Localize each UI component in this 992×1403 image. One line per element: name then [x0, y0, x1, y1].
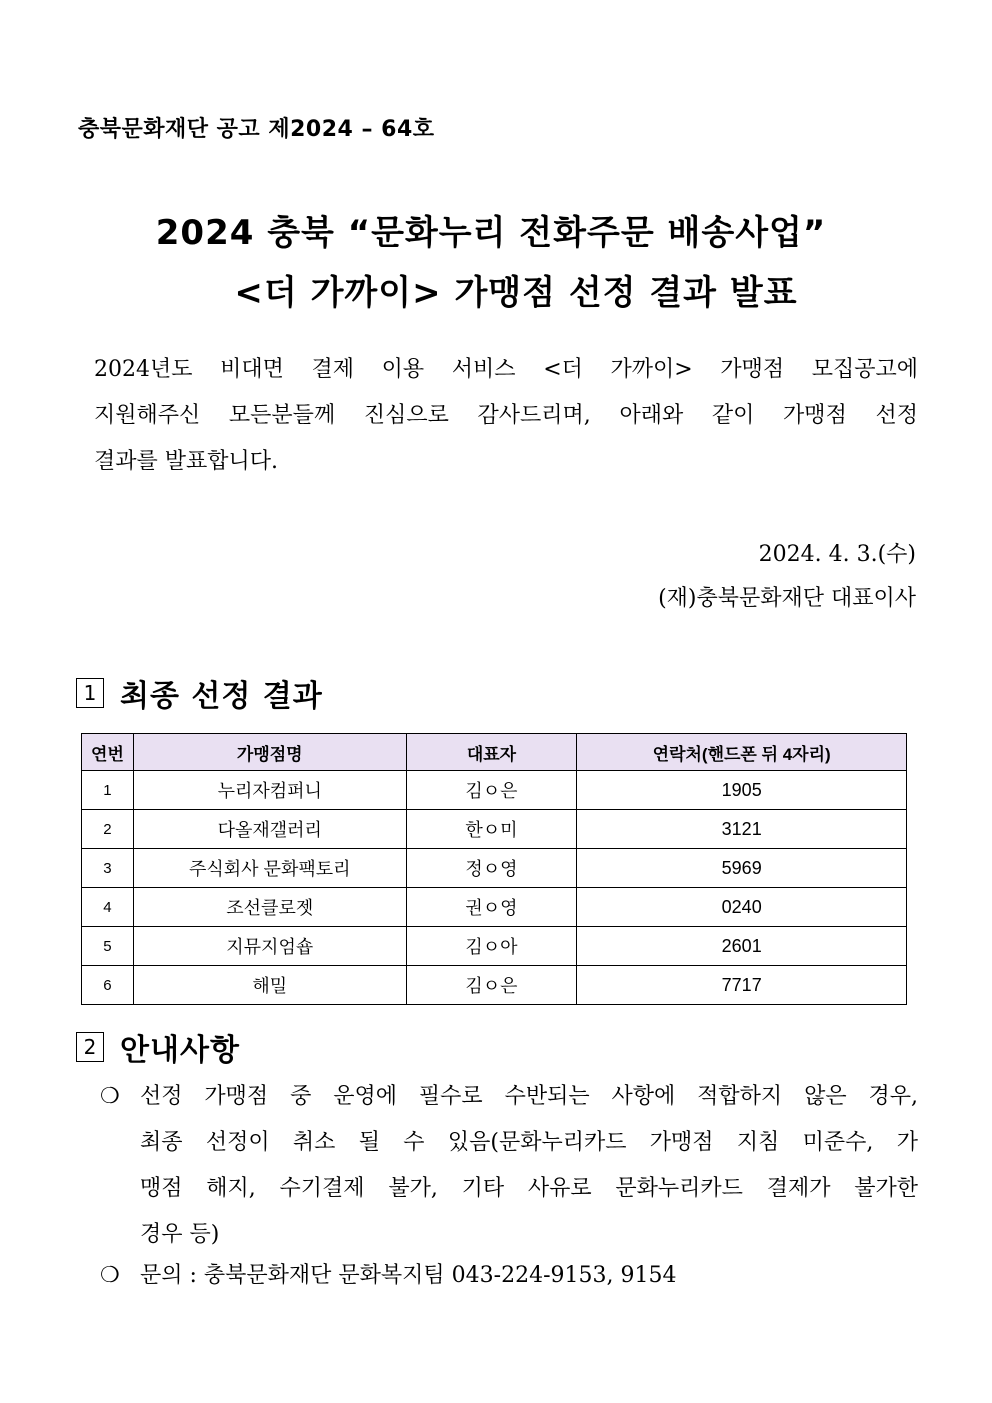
- header-contact: 연락처(핸드폰 뒤 4자리): [577, 734, 907, 771]
- guide-item-line: 최종 선정이 취소 될 수 있음(문화누리카드 가맹점 지침 미준수, 가: [140, 1130, 918, 1155]
- cell-store-name: 지뮤지엄숍: [133, 927, 406, 966]
- title-line-2: <더 가까이> 가맹점 선정 결과 발표: [234, 273, 798, 313]
- cell-no: 3: [82, 849, 134, 888]
- guide-item-line: 맹점 해지, 수기결제 불가, 기타 사유로 문화누리카드 결제가 불가한: [140, 1176, 918, 1201]
- cell-representative: 김ㅇ아: [406, 927, 577, 966]
- cell-representative: 정ㅇ영: [406, 849, 577, 888]
- table-row: [82, 849, 907, 888]
- cell-no: 1: [82, 771, 134, 810]
- guide-item-cancellation: [100, 1074, 918, 1258]
- cell-store-name: 해밀: [133, 966, 406, 1005]
- section-title: 안내사항: [120, 1033, 240, 1068]
- bullet-circle-icon: ❍: [100, 1263, 120, 1288]
- intro-line-1: 2024년도 비대면 결제 이용 서비스 <더 가까이> 가맹점 모집공고에: [94, 357, 918, 382]
- cell-representative: 권ㅇ영: [406, 888, 577, 927]
- section-number-box: 1: [76, 678, 104, 708]
- cell-contact: 1905: [577, 771, 907, 810]
- header-no: 연번: [82, 734, 134, 771]
- header-store-name: 가맹점명: [133, 734, 406, 771]
- cell-no: 5: [82, 927, 134, 966]
- cell-store-name: 다올재갤러리: [133, 810, 406, 849]
- section-number-box: 2: [76, 1032, 104, 1062]
- cell-store-name: 조선클로젯: [133, 888, 406, 927]
- cell-store-name: 누리자컴퍼니: [133, 771, 406, 810]
- cell-no: 2: [82, 810, 134, 849]
- guide-item-line: 경우 등): [140, 1222, 220, 1247]
- section-title: 최종 선정 결과: [120, 679, 323, 714]
- contact-info: 문의 : 충북문화재단 문화복지팀 043-224-9153, 9154: [140, 1263, 677, 1288]
- cell-representative: 김ㅇ은: [406, 771, 577, 810]
- cell-representative: 한ㅇ미: [406, 810, 577, 849]
- section-guide-heading: [76, 1025, 240, 1069]
- bullet-circle-icon: ❍: [100, 1084, 120, 1109]
- announcement-date: 2024. 4. 3.(수): [758, 542, 916, 567]
- table-header-row: [82, 734, 907, 771]
- guide-item-line: 선정 가맹점 중 운영에 필수로 수반되는 사항에 적합하지 않은 경우,: [140, 1084, 918, 1109]
- table-row: [82, 927, 907, 966]
- cell-representative: 김ㅇ은: [406, 966, 577, 1005]
- table-row: [82, 888, 907, 927]
- cell-no: 4: [82, 888, 134, 927]
- cell-contact: 5969: [577, 849, 907, 888]
- cell-no: 6: [82, 966, 134, 1005]
- table-row: [82, 966, 907, 1005]
- cell-contact: 7717: [577, 966, 907, 1005]
- header-representative: 대표자: [406, 734, 577, 771]
- notice-number: 충북문화재단 공고 제2024 – 64호: [78, 117, 435, 142]
- cell-store-name: 주식회사 문화팩토리: [133, 849, 406, 888]
- intro-line-2: 지원해주신 모든분들께 진심으로 감사드리며, 아래와 같이 가맹점 선정: [94, 403, 918, 428]
- cell-contact: 0240: [577, 888, 907, 927]
- organization-signature: (재)충북문화재단 대표이사: [658, 586, 916, 611]
- section-final-results-heading: [76, 671, 323, 715]
- guide-item-contact: [100, 1253, 918, 1299]
- intro-line-3: 결과를 발표합니다.: [94, 449, 279, 474]
- title-line-1: 2024 충북 “문화누리 전화주문 배송사업”: [155, 213, 827, 253]
- table-row: [82, 810, 907, 849]
- cell-contact: 2601: [577, 927, 907, 966]
- cell-contact: 3121: [577, 810, 907, 849]
- selection-results-table: [81, 733, 907, 1005]
- table-row: [82, 771, 907, 810]
